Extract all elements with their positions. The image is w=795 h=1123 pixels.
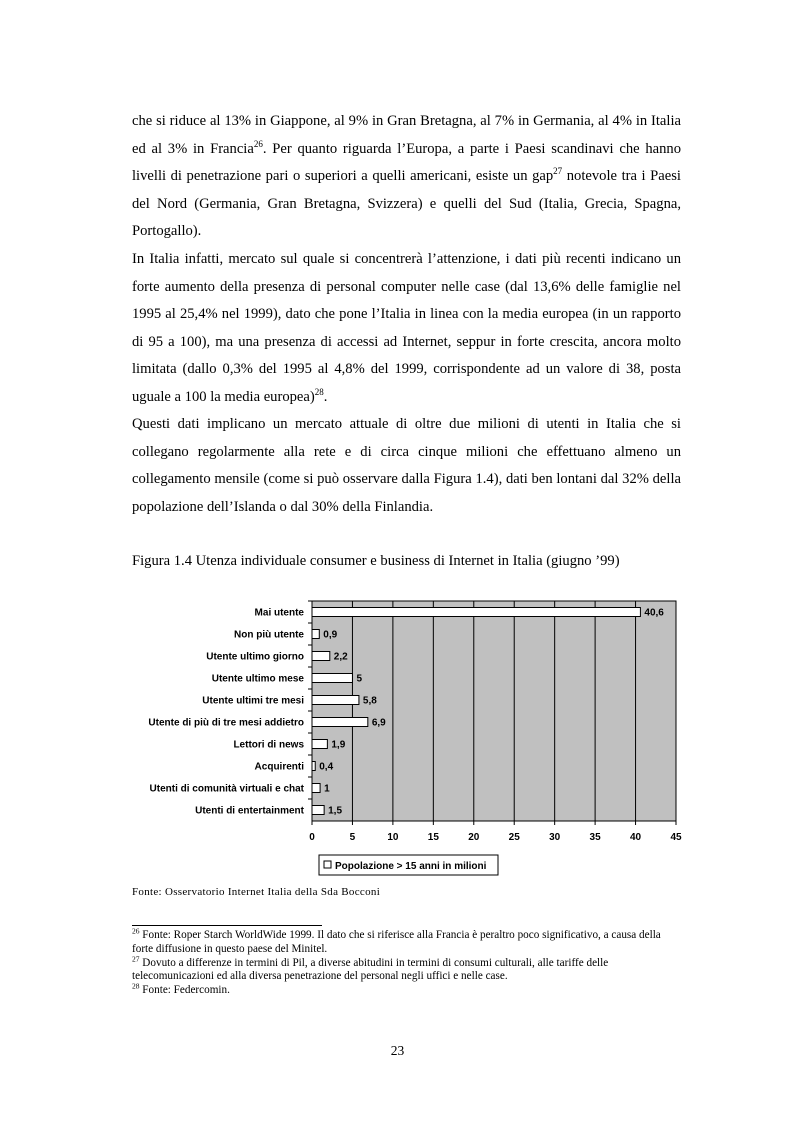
bar	[312, 762, 315, 771]
chart-legend	[319, 855, 498, 875]
x-tick-label: 35	[589, 832, 601, 843]
x-tick-label: 0	[309, 832, 315, 843]
category-label: Lettori di news	[233, 739, 304, 751]
category-label: Utenti di comunità virtuali e chat	[149, 783, 304, 795]
bar	[312, 784, 320, 793]
bar-value-label: 5,8	[362, 695, 377, 707]
x-tick-label: 10	[387, 832, 399, 843]
bar	[312, 674, 352, 683]
body-paragraph-2	[132, 246, 681, 411]
category-label: Utenti di entertainment	[195, 805, 304, 817]
bar-value-label: 0,4	[319, 761, 334, 773]
footnote-separator	[132, 925, 322, 926]
bar-chart	[132, 590, 692, 880]
legend-swatch	[324, 861, 331, 868]
legend-label: Popolazione > 15 anni in milioni	[335, 861, 487, 872]
x-tick-label: 15	[427, 832, 439, 843]
category-label: Acquirenti	[254, 761, 304, 773]
bar-value-label: 5	[356, 673, 363, 685]
paragraph-text: che si riduce al 13% in Giappone, al 9% in Gran Bretagna, al 7% in Germania, al 4% in Italia ed al 3% in Francia	[132, 113, 681, 157]
x-tick-label: 5	[349, 832, 356, 843]
bar	[312, 652, 330, 661]
figure-caption: Figura 1.4 Utenza individuale consumer e business di Internet in Italia (giugno ’99)	[132, 553, 620, 569]
category-label: Utente ultimo giorno	[206, 651, 304, 663]
bar-value-label: 0,9	[323, 629, 338, 641]
bar	[312, 630, 319, 639]
bar	[312, 696, 359, 705]
x-tick-label: 40	[629, 832, 642, 843]
footnote-text: Fonte: Federcomin.	[139, 984, 230, 997]
body-paragraph-1	[132, 108, 681, 246]
plot-area	[312, 601, 676, 821]
bar	[312, 740, 327, 749]
footnote-27	[132, 953, 672, 985]
paragraph-text: .	[323, 388, 328, 405]
paragraph-text: In Italia infatti, mercato sul quale si concentrerà l’attenzione, i dati più recenti indicano un forte aumento della presenza di personal computer nelle case (dal 13,6% delle famiglie nel 1995 al 25,4% nel 1999), dato che pone l’Italia in linea con la media europea (in un rapporto di 95 a 100), ma una presenza di accessi ad Internet, seppur in forte crescita, ancora molto limitata (dallo 0,3% del 1995 al 4,8% del 1999, corrispondente ad un valore di 38, posta uguale a 100 la media europea)	[132, 251, 681, 405]
x-tick-label: 45	[670, 832, 682, 843]
footnote-28	[132, 981, 672, 998]
bar	[312, 608, 640, 617]
bar-value-label: 6,9	[371, 717, 386, 729]
footnote-number: 26	[132, 926, 140, 936]
bar-value-label: 40,6	[644, 607, 664, 619]
paragraph-text: . Per quanto riguarda l’Europa, a parte i Paesi scandinavi che hanno livelli di penetrazione pari o superiori a quelli americani, esiste un gap	[132, 140, 682, 184]
x-tick-label: 25	[508, 832, 520, 843]
category-label: Utente ultimi tre mesi	[202, 695, 304, 707]
footnote-text: Fonte: Roper Starch WorldWide 1999. Il dato che si riferisce alla Francia è peraltro poco significativo, a causa della forte diffusione in questo paese del Minitel.	[132, 929, 661, 955]
footnote-ref[interactable]: 26	[253, 138, 263, 149]
category-label: Mai utente	[254, 607, 304, 619]
footnote-26	[132, 926, 672, 957]
paragraph-text: notevole tra i Paesi del Nord (Germania, Gran Bretagna, Svizzera) e quelli del Sud (Italia, Grecia, Spagna, Portogallo).	[132, 168, 681, 239]
bar-value-label: 1	[324, 783, 330, 795]
category-label: Utente ultimo mese	[211, 673, 304, 685]
category-label: Utente di più di tre mesi addietro	[148, 717, 304, 729]
footnote-number: 27	[132, 953, 140, 963]
footnote-ref[interactable]: 28	[314, 386, 324, 397]
bar	[312, 806, 324, 815]
bar-value-label: 1,5	[328, 805, 343, 817]
bar-value-label: 1,9	[331, 739, 346, 751]
body-paragraph-3: Questi dati implicano un mercato attuale di oltre due milioni di utenti in Italia che si collegano regolarmente alla rete e di circa cinque milioni che effettuano almeno un collegamento mensile (come si può osservare dalla Figura 1.4), dati ben lontani dal 32% della popolazione dell’Islanda o dal 30% della Finlandia.	[132, 416, 681, 515]
footnote-number: 28	[132, 981, 140, 991]
bar-value-label: 2,2	[333, 651, 348, 663]
x-tick-label: 20	[468, 832, 480, 843]
footnotes	[132, 926, 672, 998]
bar	[312, 718, 368, 727]
page-number: 23	[390, 1043, 405, 1058]
x-tick-label: 30	[549, 832, 561, 843]
footnote-ref[interactable]: 27	[553, 166, 563, 177]
figure-source: Fonte: Osservatorio Internet Italia della Sda Bocconi	[132, 886, 381, 898]
category-label: Non più utente	[234, 629, 304, 641]
footnote-text: Dovuto a differenze in termini di Pil, a diverse abitudini in termini di consumi culturali, alle tariffe delle telecomunicazioni ed alla diversa penetrazione del personal negli uffici e nelle case.	[132, 956, 609, 983]
